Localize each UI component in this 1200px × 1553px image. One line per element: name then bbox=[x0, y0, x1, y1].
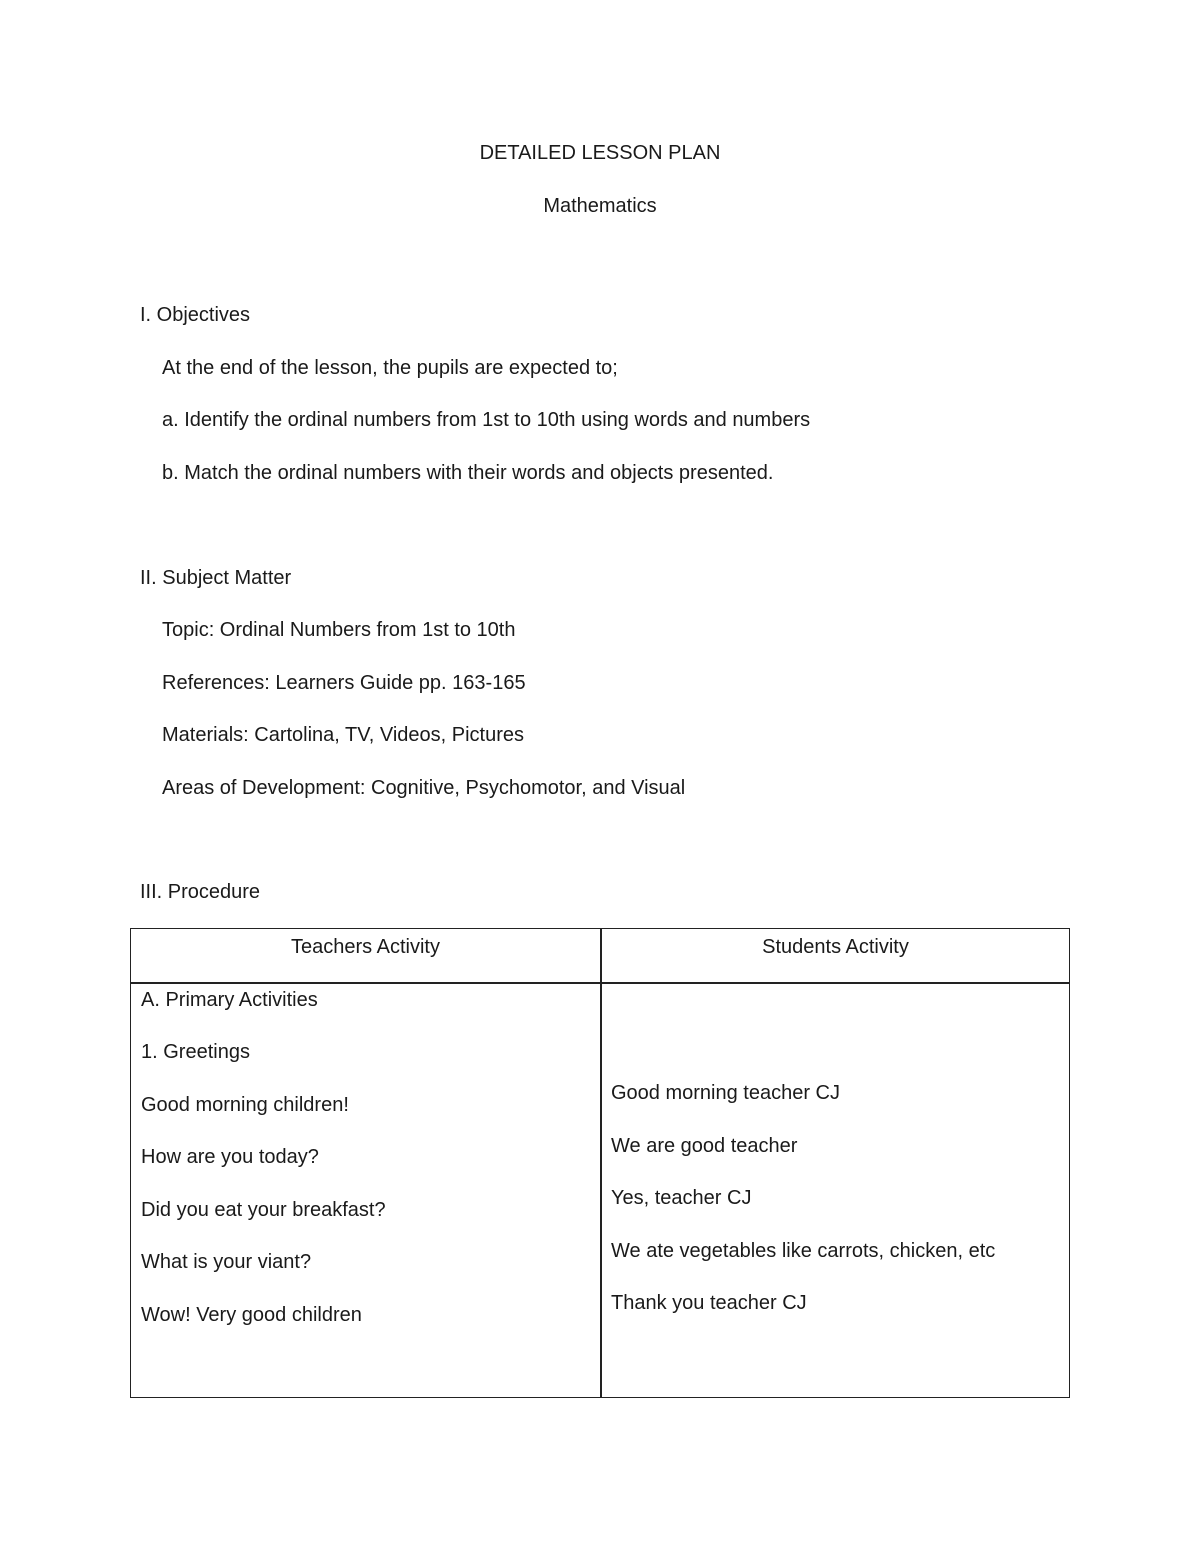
table-header-divider bbox=[131, 982, 1069, 984]
student-line: Yes, teacher CJ bbox=[611, 1187, 752, 1209]
subject-materials: Materials: Cartolina, TV, Videos, Pictures bbox=[162, 724, 525, 746]
student-line: Good morning teacher CJ bbox=[611, 1082, 841, 1104]
teacher-line: What is your viant? bbox=[141, 1251, 312, 1273]
teacher-line: 1. Greetings bbox=[141, 1041, 250, 1063]
objectives-heading: I. Objectives bbox=[140, 304, 251, 326]
procedure-table bbox=[130, 928, 1070, 1398]
teacher-line: Wow! Very good children bbox=[141, 1304, 362, 1326]
teacher-line: Good morning children! bbox=[141, 1094, 349, 1116]
teachers-activity-header: Teachers Activity bbox=[291, 936, 440, 958]
subject-references: References: Learners Guide pp. 163-165 bbox=[162, 672, 526, 694]
student-line: Thank you teacher CJ bbox=[611, 1292, 807, 1314]
student-line: We ate vegetables like carrots, chicken, etc bbox=[611, 1240, 996, 1262]
document-title: DETAILED LESSON PLAN bbox=[479, 142, 721, 164]
objective-item: a. Identify the ordinal numbers from 1st to 10th using words and numbers bbox=[162, 409, 811, 431]
procedure-heading: III. Procedure bbox=[140, 881, 261, 903]
teacher-line: How are you today? bbox=[141, 1146, 319, 1168]
subject-areas: Areas of Development: Cognitive, Psychomotor, and Visual bbox=[162, 777, 686, 799]
document-subject: Mathematics bbox=[543, 195, 657, 217]
subject-matter-heading: II. Subject Matter bbox=[140, 567, 292, 589]
objective-item: b. Match the ordinal numbers with their words and objects presented. bbox=[162, 462, 774, 484]
teacher-line: A. Primary Activities bbox=[141, 989, 318, 1011]
student-line: We are good teacher bbox=[611, 1135, 798, 1157]
table-column-divider bbox=[600, 929, 602, 1397]
students-activity-header: Students Activity bbox=[762, 936, 909, 958]
teacher-line: Did you eat your breakfast? bbox=[141, 1199, 386, 1221]
objectives-intro: At the end of the lesson, the pupils are expected to; bbox=[162, 357, 618, 379]
subject-topic: Topic: Ordinal Numbers from 1st to 10th bbox=[162, 619, 516, 641]
